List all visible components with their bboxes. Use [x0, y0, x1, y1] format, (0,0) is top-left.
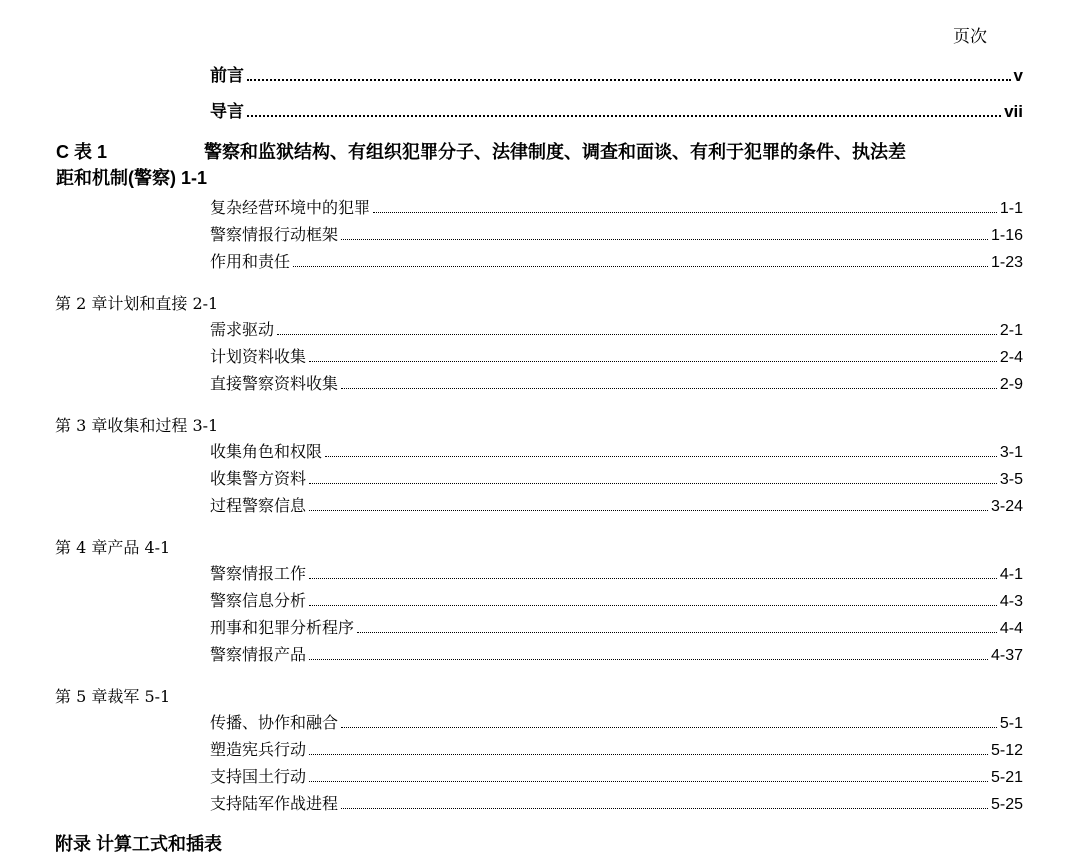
toc-entry-title: 作用和责任 — [210, 252, 291, 271]
toc-entry-page: 2-1 — [999, 322, 1023, 339]
toc-entry[interactable] — [210, 438, 1023, 462]
toc-entry[interactable] — [210, 316, 1023, 340]
toc-entry[interactable] — [210, 370, 1023, 394]
dot-leader — [357, 631, 997, 633]
toc-entry-page: 1-1 — [999, 200, 1023, 217]
toc-entry[interactable] — [210, 465, 1023, 489]
toc-entry-title: 收集警方资料 — [210, 469, 307, 488]
toc-entry[interactable] — [210, 587, 1023, 611]
dot-leader — [293, 265, 988, 267]
toc-entry[interactable] — [210, 248, 1023, 272]
toc-entry[interactable] — [210, 560, 1023, 584]
toc-entry-page: 5-25 — [990, 796, 1023, 813]
chapter-3-heading[interactable]: 第 3 章收集和过程 3-1 — [55, 416, 219, 435]
toc-entry-title: 支持陆军作战进程 — [210, 794, 339, 813]
toc-entry[interactable] — [210, 221, 1023, 245]
dot-leader — [247, 114, 1001, 117]
chapter-1-label: C 表 1 — [56, 142, 108, 162]
chapter-1-title-continued: 距和机制(警察) 1-1 — [56, 168, 208, 188]
toc-entry-page: 5-21 — [990, 769, 1023, 786]
toc-entry-title: 传播、协作和融合 — [210, 713, 339, 732]
chapter-4-heading[interactable]: 第 4 章产品 4-1 — [55, 538, 171, 557]
toc-entry[interactable] — [210, 641, 1023, 665]
dot-leader — [325, 455, 997, 457]
toc-entry[interactable] — [210, 763, 1023, 787]
dot-leader — [341, 238, 988, 240]
dot-leader — [309, 753, 988, 755]
toc-entry-page: 5-1 — [999, 715, 1023, 732]
chapter-2-heading[interactable]: 第 2 章计划和直接 2-1 — [55, 294, 219, 313]
toc-entry[interactable] — [210, 736, 1023, 760]
toc-entry-introduction[interactable] — [210, 98, 1023, 122]
toc-entry-page: 2-9 — [999, 376, 1023, 393]
toc-entry[interactable] — [210, 614, 1023, 638]
toc-entry-title: 塑造宪兵行动 — [210, 740, 307, 759]
toc-entry-page: 2-4 — [999, 349, 1023, 366]
dot-leader — [309, 577, 997, 579]
toc-entry-title: 警察情报行动框架 — [210, 225, 339, 244]
toc-entry-page: 4-4 — [999, 620, 1023, 637]
toc-entry-title: 警察信息分析 — [210, 591, 307, 610]
toc-entry-page: v — [1013, 66, 1023, 85]
toc-entry-title: 复杂经营环境中的犯罪 — [210, 198, 371, 217]
toc-entry-title: 警察情报产品 — [210, 645, 307, 664]
toc-entry[interactable] — [210, 492, 1023, 516]
toc-entry-page: 1-16 — [990, 227, 1023, 244]
dot-leader — [309, 360, 997, 362]
toc-entry-title: 导言 — [210, 102, 244, 121]
toc-entry-page: 5-12 — [990, 742, 1023, 759]
dot-leader — [309, 509, 988, 511]
toc-entry[interactable] — [210, 194, 1023, 218]
toc-entry-title: 收集角色和权限 — [210, 442, 323, 461]
toc-entry[interactable] — [210, 343, 1023, 367]
toc-entry-page: 4-3 — [999, 593, 1023, 610]
toc-entry-page: 4-1 — [999, 566, 1023, 583]
chapter-1-title: 警察和监狱结构、有组织犯罪分子、法律制度、调查和面谈、有利于犯罪的条件、执法差 — [204, 142, 906, 162]
dot-leader — [309, 780, 988, 782]
toc-entry[interactable] — [210, 790, 1023, 814]
dot-leader — [341, 387, 997, 389]
dot-leader — [373, 211, 997, 213]
dot-leader — [341, 807, 988, 809]
toc-entry-page: 3-24 — [990, 498, 1023, 515]
appendix-heading-text: 附录 计算工式和插表 — [55, 834, 223, 854]
chapter-1-heading[interactable] — [56, 138, 906, 164]
toc-entry-title: 直接警察资料收集 — [210, 374, 339, 393]
toc-entry-page: vii — [1004, 102, 1023, 121]
toc-entry-title: 支持国土行动 — [210, 767, 307, 786]
toc-entry-page: 1-23 — [990, 254, 1023, 271]
dot-leader — [309, 482, 997, 484]
appendix-heading-partial[interactable] — [55, 830, 275, 854]
toc-entry-title: 刑事和犯罪分析程序 — [210, 618, 355, 637]
toc-entry-title: 需求驱动 — [210, 320, 275, 339]
toc-entry[interactable] — [210, 709, 1023, 733]
dot-leader — [247, 78, 1011, 81]
toc-entry-title: 前言 — [210, 66, 244, 85]
toc-entry-page: 3-5 — [999, 471, 1023, 488]
dot-leader — [309, 658, 988, 660]
toc-entry-preface[interactable] — [210, 62, 1023, 86]
dot-leader — [309, 604, 997, 606]
page-column-label: 页次 — [953, 27, 987, 47]
toc-entry-title: 计划资料收集 — [210, 347, 307, 366]
dot-leader — [277, 333, 997, 335]
dot-leader — [341, 726, 997, 728]
toc-entry-title: 警察情报工作 — [210, 564, 307, 583]
toc-entry-title: 过程警察信息 — [210, 496, 307, 515]
chapter-5-heading[interactable]: 第 5 章裁军 5-1 — [55, 687, 171, 706]
toc-entry-page: 4-37 — [990, 647, 1023, 664]
toc-entry-page: 3-1 — [999, 444, 1023, 461]
